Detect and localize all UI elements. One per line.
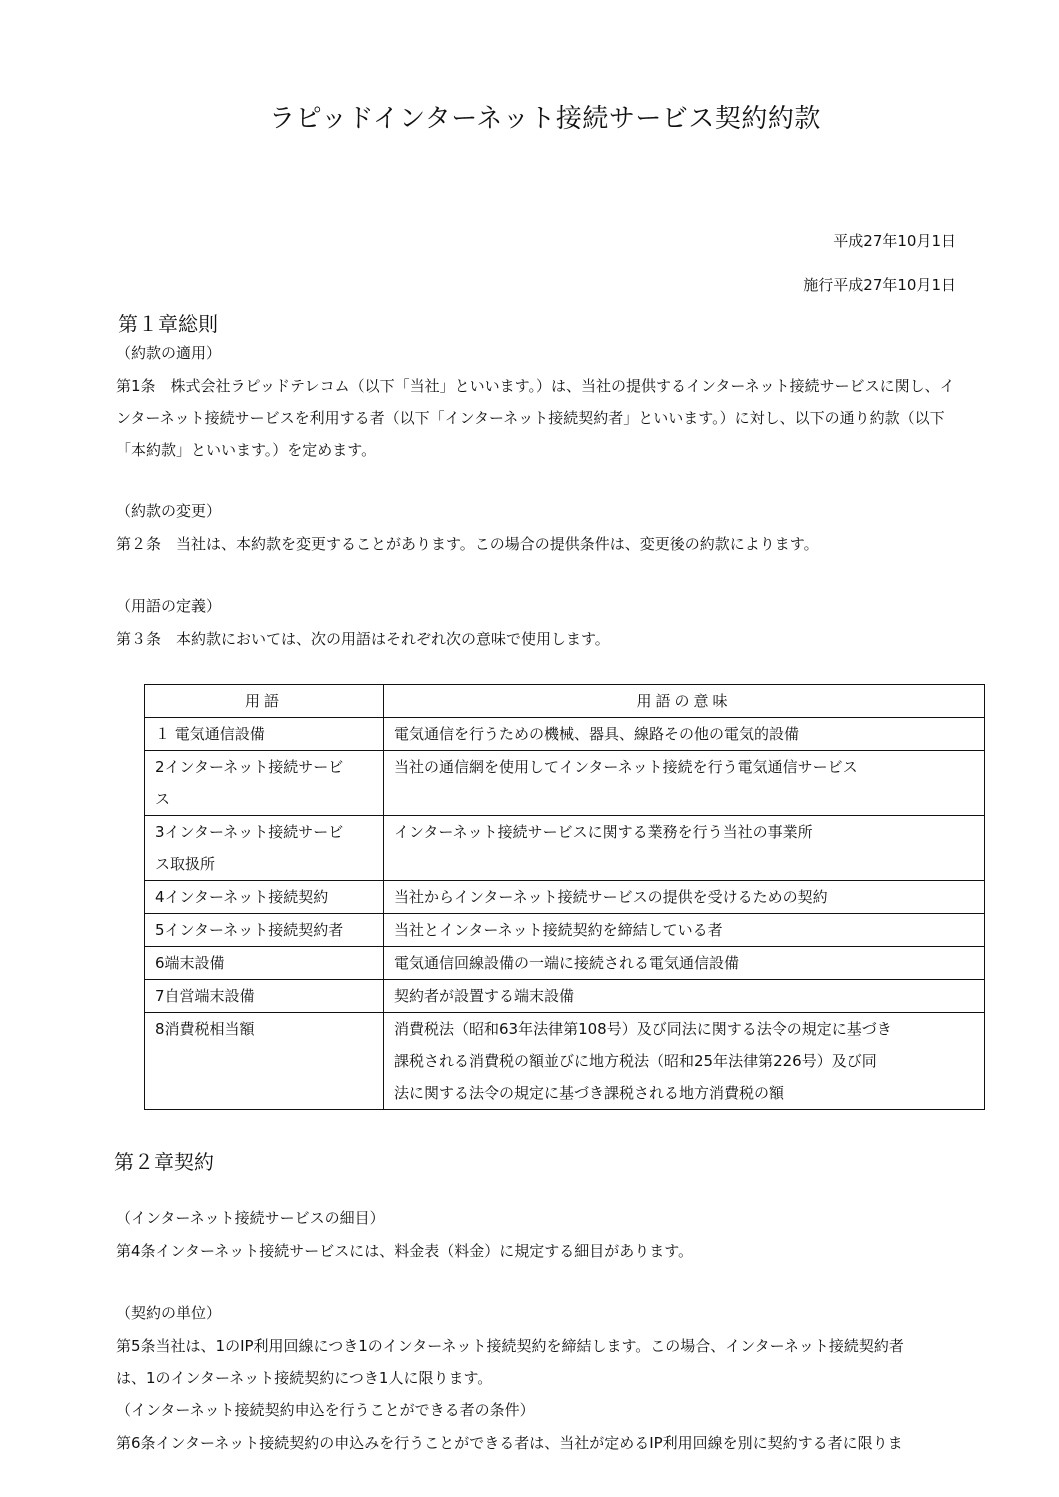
table-row (145, 718, 985, 751)
article-6-heading: （インターネット接続契約申込を行うことができる者の条件） (116, 1401, 535, 1419)
article-1-line: 「本約款」といいます。）を定めます。 (116, 441, 377, 459)
article-3-line: 第３条 本約款においては、次の用語はそれぞれ次の意味で使用します。 (116, 630, 610, 648)
article-4-line: 第4条インターネット接続サービスには、料金表（料金）に規定する細目があります。 (116, 1242, 693, 1260)
term-text: 6端末設備 (155, 954, 225, 972)
effective-date: 施行平成27年10月1日 (803, 276, 956, 294)
article-1-line: ンターネット接続サービスを利用する者（以下「インターネット接続契約者」といいます。）に対し、以下の通り約款（以下 (116, 409, 945, 427)
article-5-line: は、1のインターネット接続契約につき1人に限ります。 (116, 1369, 493, 1387)
table-row (145, 816, 985, 881)
meaning-text: インターネット接続サービスに関する業務を行う当社の事業所 (394, 823, 813, 841)
term-cell (145, 1013, 384, 1110)
meaning-cell (384, 947, 985, 980)
article-4-heading: （インターネット接続サービスの細目） (116, 1209, 385, 1227)
term-cell (145, 718, 384, 751)
table-header-row (145, 685, 985, 718)
article-2-heading: （約款の変更） (116, 502, 222, 520)
table-row (145, 751, 985, 816)
meaning-text: 法に関する法令の規定に基づき課税される地方消費税の額 (394, 1084, 785, 1102)
term-cell (145, 751, 384, 816)
term-text: 7自営端末設備 (155, 987, 255, 1005)
meaning-cell (384, 980, 985, 1013)
issue-date: 平成27年10月1日 (833, 232, 956, 250)
meaning-cell (384, 816, 985, 881)
meaning-text: 電気通信を行うための機械、器具、線路その他の電気的設備 (394, 725, 800, 743)
term-cell (145, 914, 384, 947)
term-text: 5インターネット接続契約者 (155, 921, 344, 939)
term-cell (145, 947, 384, 980)
term-text: 4インターネット接続契約 (155, 888, 329, 906)
meaning-text: 当社の通信網を使用してインターネット接続を行う電気通信サービス (394, 758, 858, 776)
meaning-cell (384, 751, 985, 816)
meaning-cell (384, 718, 985, 751)
table-row (145, 1013, 985, 1110)
table-row (145, 914, 985, 947)
column-header-meaning: 用語の意味 (384, 685, 985, 718)
term-text: ス取扱所 (155, 855, 216, 873)
term-cell (145, 980, 384, 1013)
meaning-text: 電気通信回線設備の一端に接続される電気通信設備 (394, 954, 740, 972)
meaning-cell (384, 1013, 985, 1110)
meaning-cell (384, 881, 985, 914)
article-1-line: 第1条 株式会社ラピッドテレコム（以下「当社」といいます。）は、当社の提供するインターネット接続サービスに関し、イ (116, 377, 955, 395)
term-cell (145, 816, 384, 881)
term-text: 8消費税相当額 (155, 1020, 255, 1038)
table-row (145, 881, 985, 914)
term-text: ス (155, 790, 171, 808)
chapter-1-heading: 第１章総則 (118, 312, 218, 336)
table-row (145, 980, 985, 1013)
article-6-line: 第6条インターネット接続契約の申込みを行うことができる者は、当社が定めるIP利用回線を別に契約する者に限りま (116, 1434, 903, 1452)
article-1-heading: （約款の適用） (116, 344, 222, 362)
meaning-text: 消費税法（昭和63年法律第108号）及び同法に関する法令の規定に基づき (394, 1020, 892, 1038)
meaning-text: 当社からインターネット接続サービスの提供を受けるための契約 (394, 888, 828, 906)
column-header-term: 用語 (145, 685, 384, 718)
article-3-heading: （用語の定義） (116, 597, 222, 615)
terms-table (144, 684, 985, 1110)
term-text: １ 電気通信設備 (155, 725, 265, 743)
term-text: 2インターネット接続サービ (155, 758, 344, 776)
term-text: 3インターネット接続サービ (155, 823, 344, 841)
meaning-text: 契約者が設置する端末設備 (394, 987, 575, 1005)
chapter-2-heading: 第２章契約 (114, 1150, 214, 1174)
article-5-line: 第5条当社は、1のIP利用回線につき1のインターネット接続契約を締結します。この場合、インターネット接続契約者 (116, 1337, 904, 1355)
meaning-text: 当社とインターネット接続契約を締結している者 (394, 921, 723, 939)
document-title: ラピッドインターネット接続サービス契約約款 (269, 104, 821, 134)
article-5-heading: （契約の単位） (116, 1304, 222, 1322)
meaning-cell (384, 914, 985, 947)
term-cell (145, 881, 384, 914)
article-2-line: 第２条 当社は、本約款を変更することがあります。この場合の提供条件は、変更後の約款によります。 (116, 535, 819, 553)
meaning-text: 課税される消費税の額並びに地方税法（昭和25年法律第226号）及び同 (394, 1052, 877, 1070)
table-row (145, 947, 985, 980)
